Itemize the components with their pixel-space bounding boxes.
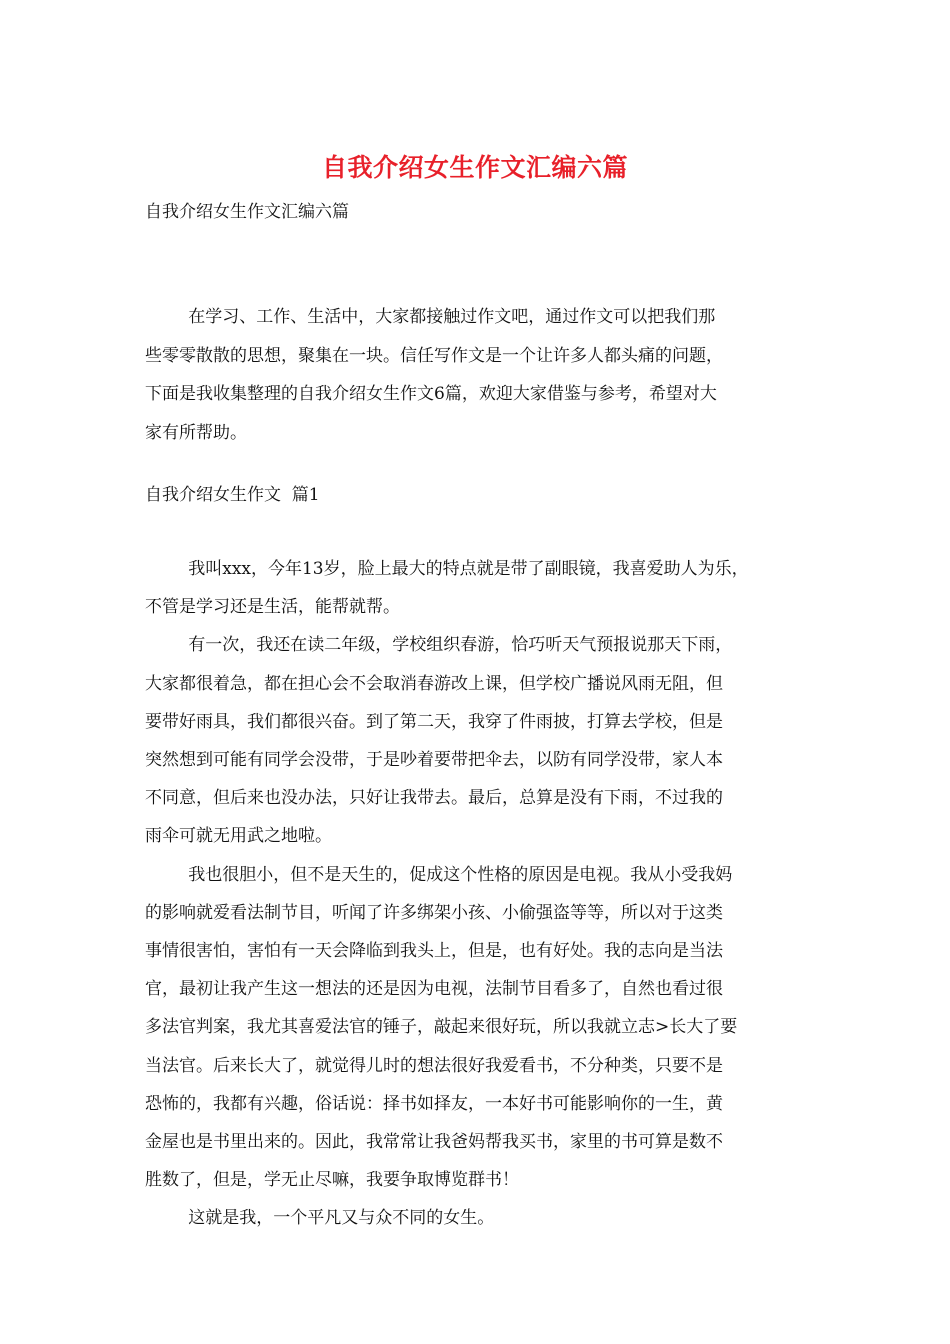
section-heading: 自我介绍女生作文 篇1 xyxy=(145,485,320,505)
body-line: 有一次，我还在读二年级，学校组织春游，恰巧听天气预报说那天下雨， xyxy=(145,635,733,656)
body-line: 不管是学习还是生活，能帮就帮。 xyxy=(145,597,400,618)
body-line: 要带好雨具，我们都很兴奋。到了第二天，我穿了件雨披，打算去学校，但是 xyxy=(145,711,723,732)
intro-paragraph xyxy=(145,298,813,452)
body-line: 恐怖的，我都有兴趣，俗话说：择书如择友，一本好书可能影响你的一生，黄 xyxy=(145,1093,723,1114)
essay-body xyxy=(145,550,825,1238)
body-line: 当法官。后来长大了，就觉得儿时的想法很好我爱看书，不分种类，只要不是 xyxy=(145,1055,723,1076)
intro-line: 在学习、工作、生活中，大家都接触过作文吧，通过作文可以把我们那 xyxy=(145,307,716,327)
body-line: 事情很害怕，害怕有一天会降临到我头上，但是，也有好处。我的志向是当法 xyxy=(145,941,723,962)
body-line: 金屋也是书里出来的。因此，我常常让我爸妈帮我买书，家里的书可算是数不 xyxy=(145,1132,723,1153)
document-subtitle: 自我介绍女生作文汇编六篇 xyxy=(145,202,349,222)
body-line: 我也很胆小，但不是天生的，促成这个性格的原因是电视。我从小受我妈 xyxy=(145,864,733,885)
body-line: 突然想到可能有同学会没带，于是吵着要带把伞去，以防有同学没带，家人本 xyxy=(145,750,723,771)
body-line: 的影响就爱看法制节目，听闻了许多绑架小孩、小偷强盗等等，所以对于这类 xyxy=(145,902,723,923)
body-line: 多法官判案，我尤其喜爱法官的锤子，敲起来很好玩，所以我就立志>长大了要 xyxy=(145,1017,738,1038)
intro-line: 些零零散散的思想，聚集在一块。信任写作文是一个让许多人都头痛的问题， xyxy=(145,345,723,366)
body-line: 大家都很着急，都在担心会不会取消春游改上课，但学校广播说风雨无阻，但 xyxy=(145,673,723,694)
body-line: 官，最初让我产生这一想法的还是因为电视，法制节目看多了，自然也看过很 xyxy=(145,979,723,1000)
body-line: 这就是我，一个平凡又与众不同的女生。 xyxy=(145,1208,495,1229)
body-line: 雨伞可就无用武之地啦。 xyxy=(145,826,332,847)
body-line: 胜数了，但是，学无止尽嘛，我要争取博览群书！ xyxy=(145,1170,519,1191)
body-line: 不同意，但后来也没办法，只好让我带去。最后，总算是没有下雨，不过我的 xyxy=(145,788,723,809)
intro-line: 家有所帮助。 xyxy=(145,422,247,443)
body-line: 我叫xxx，今年13岁，脸上最大的特点就是带了副眼镜，我喜爱助人为乐， xyxy=(145,559,749,579)
document-title: 自我介绍女生作文汇编六篇 xyxy=(321,153,628,182)
intro-line: 下面是我收集整理的自我介绍女生作文6篇，欢迎大家借鉴与参考，希望对大 xyxy=(145,384,717,404)
